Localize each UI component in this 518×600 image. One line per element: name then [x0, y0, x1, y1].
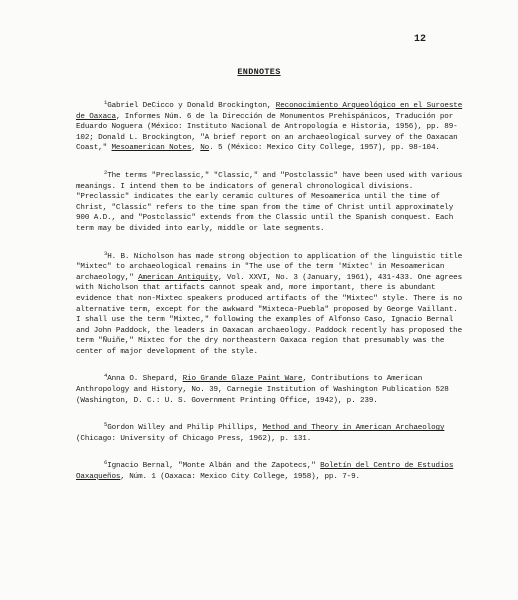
endnote-1	[76, 98, 464, 154]
endnote-text: , Núm. 1 (Oaxaca: Mexico City College, 1958), pp. 7-9.	[120, 473, 360, 482]
endnote-text: , Contributions to American Anthropology and History, No. 39, Carnegie Institution of Washington Publication 528 (Washington, D. C.: U. S. Government Printing Office, 1942), p. 239.	[76, 375, 449, 405]
endnote-number: 4	[104, 372, 108, 380]
endnote-4	[76, 371, 464, 406]
endnote-text: Gabriel DeCicco y Donald Brockington,	[107, 102, 276, 110]
endnote-text: , Informes Núm. 6 de la Dirección de Monumentos Prehispánicos, Tradución por Eduardo Noguera (México: Instituto Nacional de Antropología e Historia, 1956), pp. 89-102; Donald L. Brockington, "A brief report on an archaeological survey of the Oaxacan Coast,"	[76, 112, 458, 153]
page-number: 12	[414, 34, 427, 45]
endnote-title: Reconocimiento Arqueológico en el Suroeste de Oaxaca	[76, 102, 463, 121]
endnote-title: No	[200, 144, 210, 153]
endnote-text: . 5 (México: Mexico City College, 1957), pp. 98-104.	[209, 144, 440, 153]
endnote-text: , Vol. XXVI, No. 3 (January, 1961), 431-433. One agrees with Nicholson that artifacts cannot speak and, more important, there is abundant evidence that non-Mixtec speakers produced artifacts of the "Mixtec" style. There is no alternative term, except for the awkward "Mixteca-Puebla" proposed by George Vaillant. I shall use the term "Mixtec," following the examples of Alfonso Caso, Ignacio Bernal and John Paddock, the leaders in Oaxacan archaeology. Paddock recently has proposed the term "Ñuiñe," Mixtec for the dry northeastern Oaxaca region that presumably was the center of major development of the style.	[76, 273, 463, 356]
endnote-number: 5	[104, 421, 108, 429]
endnote-text: Ignacio Bernal, "Monte Albán and the Zapotecs,"	[107, 462, 321, 471]
endnote-number: 1	[104, 99, 108, 106]
endnote-title: Boletín del Centro de Estudios Oaxaqueños	[76, 462, 454, 482]
endnote-number: 3	[104, 249, 108, 257]
endnote-5	[76, 420, 464, 444]
endnote-3	[76, 249, 464, 358]
endnote-title: American Antiquity	[138, 273, 218, 282]
endnote-text: H. B. Nicholson has made strong objection to application of the linguistic title "Mixtec" to archaeological remains in "The use of the term 'Mixtec' in Mesoamerican archaeology,"	[76, 252, 463, 282]
endnote-text: ,	[191, 144, 201, 153]
endnotes-list	[76, 98, 464, 497]
endnote-number: 2	[104, 168, 108, 176]
endnotes-heading: ENDNOTES	[237, 67, 281, 77]
endnote-title: Method and Theory in American Archaeology	[262, 424, 445, 433]
endnote-text: Gordon Willey and Philip Phillips,	[107, 424, 263, 433]
endnote-text: Anna O. Shepard,	[107, 375, 183, 384]
endnote-title: Mesoamerican Notes	[111, 144, 192, 153]
endnote-text: The terms "Preclassic," "Classic," and "Postclassic" have been used with various meanings. I intend them to be indicators of general chronological divisions. "Preclassic" indicates the early ceramic cultures of Mesoamerica until the time of Christ, "Classic" refers to the time span from the time of Christ until approximately 900 A.D., and "Postclassic" extends from the Classic until the Spanish conquest. Each term may be divided into early, middle or late segments.	[76, 171, 463, 233]
endnote-6	[76, 458, 464, 482]
endnote-2	[76, 168, 464, 235]
endnote-text: (Chicago: University of Chicago Press, 1962), p. 131.	[76, 434, 312, 443]
endnote-number: 6	[104, 459, 108, 467]
endnote-title: Rio Grande Glaze Paint Ware	[182, 375, 303, 384]
